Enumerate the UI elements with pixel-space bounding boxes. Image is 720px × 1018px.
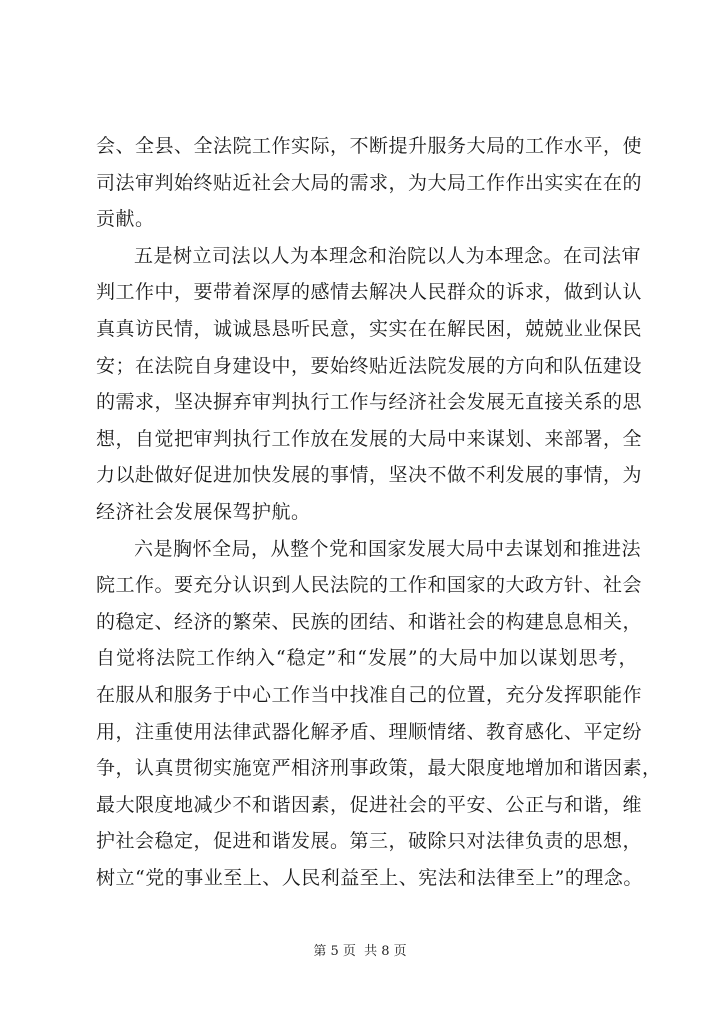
text-line: 真真访民情，诚诚恳恳听民意，实实在在解民困，兢兢业业保民 [96, 317, 643, 340]
page-total: 共 8 页 [364, 944, 407, 959]
text-line: 贡献。 [96, 208, 155, 231]
text-line: 的需求，坚决摒弃审判执行工作与经济社会发展无直接关系的思 [96, 391, 643, 414]
text-line: 力以赴做好促进加快发展的事情，坚决不做不利发展的事情，为 [96, 464, 643, 487]
text-line: 会、全县、全法院工作实际，不断提升服务大局的工作水平，使 [96, 135, 643, 157]
text-line: 六是胸怀全局，从整个党和国家发展大局中去谋划和推进法 [134, 537, 642, 560]
text-line: 五是树立司法以人为本理念和治院以人为本理念。在司法审 [134, 244, 642, 267]
text-line: 司法审判始终贴近社会大局的需求，为大局工作作出实实在在的 [96, 171, 643, 194]
page-footer [0, 940, 720, 959]
text-line: 的稳定、经济的繁荣、民族的团结、和谐社会的构建息息相关， [96, 610, 643, 633]
text-line: 树立“党的事业至上、人民利益至上、宪法和法律至上”的理念。 [96, 866, 643, 889]
text-line: 经济社会发展保驾护航。 [96, 500, 311, 523]
text-line: 在服从和服务于中心工作当中找准自己的位置，充分发挥职能作 [96, 683, 643, 706]
document-body [96, 128, 662, 896]
text-line: 护社会稳定，促进和谐发展。第三，破除只对法律负责的思想， [96, 830, 643, 853]
text-line: 最大限度地减少不和谐因素，促进社会的平安、公正与和谐，维 [96, 793, 643, 816]
text-line: 判工作中，要带着深厚的感情去解决人民群众的诉求，做到认认 [96, 281, 643, 304]
text-line: 争，认真贯彻实施宽严相济刑事政策，最大限度地增加和谐因素， [96, 757, 662, 780]
text-line: 想，自觉把审判执行工作放在发展的大局中来谋划、来部署，全 [96, 427, 643, 450]
text-line: 自觉将法院工作纳入“稳定”和“发展”的大局中加以谋划思考， [96, 647, 638, 670]
text-line: 院工作。要充分认识到人民法院的工作和国家的大政方针、社会 [96, 574, 643, 597]
text-line: 用，注重使用法律武器化解矛盾、理顺情绪、教育感化、平定纷 [96, 720, 643, 743]
text-lines [96, 128, 662, 896]
text-line: 安；在法院自身建设中，要始终贴近法院发展的方向和队伍建设 [96, 354, 643, 377]
page-number: 第 5 页 [313, 944, 356, 959]
